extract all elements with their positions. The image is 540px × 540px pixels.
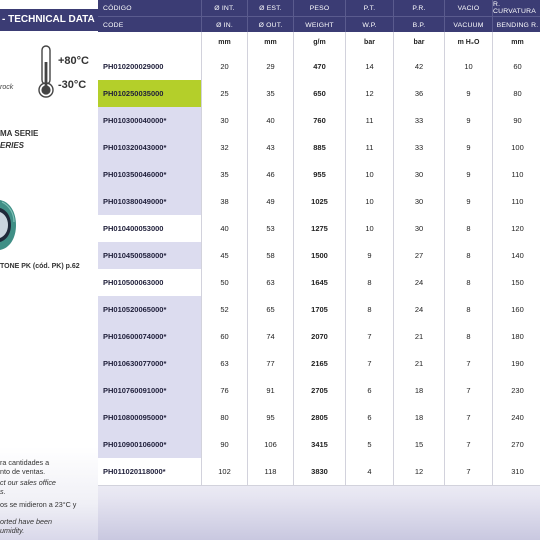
table-cell: 77 — [248, 350, 294, 377]
table-cell: 1645 — [294, 269, 346, 296]
table-cell: 2165 — [294, 350, 346, 377]
table-cell: 14 — [346, 53, 394, 80]
table-cell: 24 — [394, 269, 445, 296]
table-row — [98, 404, 540, 432]
table-cell: 7 — [445, 458, 493, 485]
column-header: Ø OUT. — [248, 17, 294, 33]
table-cell: 18 — [394, 377, 445, 404]
table-cell: 60 — [493, 53, 540, 80]
table-cell: 9 — [445, 80, 493, 107]
table-cell: 7 — [445, 431, 493, 458]
product-code: PH010760091000* — [98, 377, 202, 404]
table-cell: 33 — [394, 134, 445, 161]
column-header: WEIGHT — [294, 17, 346, 33]
table-cell: 9 — [346, 242, 394, 269]
table-cell: 100 — [493, 134, 540, 161]
product-code: PH010300040000* — [98, 107, 202, 134]
table-cell: 20 — [202, 53, 248, 80]
table-row — [98, 242, 540, 270]
note-line: orted have been — [0, 517, 52, 526]
table-cell: 10 — [346, 161, 394, 188]
table-cell: 1500 — [294, 242, 346, 269]
product-code: PH010380049000* — [98, 188, 202, 215]
table-cell: 74 — [248, 323, 294, 350]
table-cell: 76 — [202, 377, 248, 404]
column-header: Ø IN. — [202, 17, 248, 33]
product-code: PH010450058000* — [98, 242, 202, 269]
table-cell: 10 — [346, 188, 394, 215]
table-cell: 30 — [394, 188, 445, 215]
product-code: PH010520065000* — [98, 296, 202, 323]
table-cell: 43 — [248, 134, 294, 161]
product-code: PH011020118000* — [98, 458, 202, 485]
product-code: PH010250035000 — [98, 80, 202, 107]
table-cell: 8 — [346, 269, 394, 296]
product-code: PH010500063000 — [98, 269, 202, 296]
table-row — [98, 107, 540, 135]
table-cell: 63 — [248, 269, 294, 296]
table-cell: 80 — [202, 404, 248, 431]
table-cell: 30 — [394, 215, 445, 242]
table-cell: 8 — [445, 269, 493, 296]
table-cell: 8 — [346, 296, 394, 323]
table-cell: 52 — [202, 296, 248, 323]
table-cell: 3415 — [294, 431, 346, 458]
table-cell: 310 — [493, 458, 540, 485]
table-cell: 7 — [346, 323, 394, 350]
table-cell: 190 — [493, 350, 540, 377]
unit-cell: bar — [394, 32, 445, 53]
table-cell: 2070 — [294, 323, 346, 350]
product-code: PH010800095000* — [98, 404, 202, 431]
table-cell: 106 — [248, 431, 294, 458]
table-cell: 91 — [248, 377, 294, 404]
table-cell: 90 — [493, 107, 540, 134]
table-cell: 60 — [202, 323, 248, 350]
table-cell: 10 — [445, 53, 493, 80]
note-line: os se midieron a 23°C y — [0, 500, 77, 509]
table-cell: 6 — [346, 404, 394, 431]
table-cell: 29 — [248, 53, 294, 80]
table-cell: 7 — [445, 377, 493, 404]
column-header: CÓDIGO — [98, 0, 202, 16]
column-header: R. CURVATURA — [493, 0, 540, 16]
column-header: CODE — [98, 17, 202, 33]
table-row — [98, 161, 540, 189]
table-cell: 40 — [248, 107, 294, 134]
table-cell: 40 — [202, 215, 248, 242]
table-cell: 27 — [394, 242, 445, 269]
table-cell: 58 — [248, 242, 294, 269]
table-header-es — [98, 0, 540, 16]
table-cell: 8 — [445, 296, 493, 323]
table-row — [98, 53, 540, 81]
table-cell: 1705 — [294, 296, 346, 323]
column-header: P.R. — [394, 0, 445, 16]
product-code: PH010900106000* — [98, 431, 202, 458]
table-cell: 36 — [394, 80, 445, 107]
table-cell: 32 — [202, 134, 248, 161]
table-cell: 24 — [394, 296, 445, 323]
table-row — [98, 80, 540, 108]
column-header: Ø EST. — [248, 0, 294, 16]
table-cell: 7 — [346, 350, 394, 377]
table-cell: 18 — [394, 404, 445, 431]
table-cell: 12 — [346, 80, 394, 107]
table-cell: 955 — [294, 161, 346, 188]
table-cell: 120 — [493, 215, 540, 242]
table-cell: 7 — [445, 350, 493, 377]
table-cell: 110 — [493, 188, 540, 215]
table-header-en — [98, 16, 540, 33]
note-line: ct our sales office — [0, 478, 56, 487]
column-header: B.P. — [394, 17, 445, 33]
serie-title-es: MA SERIE — [0, 129, 39, 138]
unit-cell: m H₂O — [445, 32, 493, 53]
table-cell: 118 — [248, 458, 294, 485]
table-cell: 15 — [394, 431, 445, 458]
table-cell: 760 — [294, 107, 346, 134]
column-header: PESO — [294, 0, 346, 16]
product-code: PH010350046000* — [98, 161, 202, 188]
table-cell: 110 — [493, 161, 540, 188]
product-code: PH010630077000* — [98, 350, 202, 377]
table-cell: 8 — [445, 242, 493, 269]
table-row — [98, 350, 540, 378]
table-cell: 11 — [346, 107, 394, 134]
table-cell: 45 — [202, 242, 248, 269]
table-cell: 2805 — [294, 404, 346, 431]
note-line: umidity. — [0, 526, 25, 535]
serie-title-en: ERIES — [0, 141, 25, 150]
table-cell: 885 — [294, 134, 346, 161]
thermometer-icon — [36, 44, 56, 100]
table-cell: 35 — [202, 161, 248, 188]
table-cell: 1025 — [294, 188, 346, 215]
table-cell: 6 — [346, 377, 394, 404]
technical-data-table — [98, 0, 540, 540]
rock-text: rock — [0, 84, 14, 91]
table-cell: 1275 — [294, 215, 346, 242]
table-cell: 9 — [445, 134, 493, 161]
table-cell: 5 — [346, 431, 394, 458]
table-row — [98, 431, 540, 459]
product-code: PH010600074000* — [98, 323, 202, 350]
table-cell: 50 — [202, 269, 248, 296]
table-cell: 102 — [202, 458, 248, 485]
table-cell: 10 — [346, 215, 394, 242]
table-cell: 35 — [248, 80, 294, 107]
unit-cell: g/m — [294, 32, 346, 53]
table-cell: 7 — [445, 404, 493, 431]
note-line: nto de ventas. — [0, 467, 46, 476]
table-cell: 9 — [445, 188, 493, 215]
technical-data-header: - TECHNICAL DATA — [0, 9, 98, 31]
table-cell: 12 — [394, 458, 445, 485]
table-cell: 21 — [394, 323, 445, 350]
column-header: BENDING R. — [493, 17, 540, 33]
unit-cell: mm — [493, 32, 540, 53]
max-temperature: +80°C — [58, 55, 90, 67]
unit-cell: mm — [248, 32, 294, 53]
table-row — [98, 134, 540, 162]
table-cell: 30 — [394, 161, 445, 188]
table-cell: 160 — [493, 296, 540, 323]
table-cell: 650 — [294, 80, 346, 107]
table-cell: 180 — [493, 323, 540, 350]
column-header: P.T. — [346, 0, 394, 16]
hose-image — [0, 196, 18, 254]
column-header: VACIO — [445, 0, 493, 16]
table-cell: 46 — [248, 161, 294, 188]
table-cell: 240 — [493, 404, 540, 431]
table-cell: 25 — [202, 80, 248, 107]
table-cell: 49 — [248, 188, 294, 215]
table-cell: 30 — [202, 107, 248, 134]
table-cell: 8 — [445, 323, 493, 350]
column-header: W.P. — [346, 17, 394, 33]
table-row — [98, 215, 540, 243]
table-cell: 4 — [346, 458, 394, 485]
table-cell: 53 — [248, 215, 294, 242]
table-cell: 270 — [493, 431, 540, 458]
table-cell: 11 — [346, 134, 394, 161]
note-line: ra cantidades a — [0, 458, 50, 467]
table-cell: 42 — [394, 53, 445, 80]
table-cell: 150 — [493, 269, 540, 296]
table-cell: 65 — [248, 296, 294, 323]
table-cell: 3830 — [294, 458, 346, 485]
table-cell: 140 — [493, 242, 540, 269]
table-cell: 80 — [493, 80, 540, 107]
table-cell: 63 — [202, 350, 248, 377]
table-cell: 90 — [202, 431, 248, 458]
left-panel — [0, 0, 98, 540]
table-cell: 470 — [294, 53, 346, 80]
table-row — [98, 458, 540, 486]
table-row — [98, 296, 540, 324]
table-cell: 9 — [445, 161, 493, 188]
table-cell: 9 — [445, 107, 493, 134]
column-header: VACUUM — [445, 17, 493, 33]
table-cell: 8 — [445, 215, 493, 242]
product-code: PH010320043000* — [98, 134, 202, 161]
product-code: PH010400053000 — [98, 215, 202, 242]
note-line: s. — [0, 487, 6, 496]
table-row — [98, 188, 540, 216]
unit-cell: bar — [346, 32, 394, 53]
table-row — [98, 269, 540, 297]
column-header: Ø INT. — [202, 0, 248, 16]
table-row — [98, 377, 540, 405]
table-cell: 38 — [202, 188, 248, 215]
table-cell: 230 — [493, 377, 540, 404]
unit-cell: mm — [202, 32, 248, 53]
table-row — [98, 323, 540, 351]
table-units-row — [98, 32, 540, 54]
product-code: PH010200029000 — [98, 53, 202, 80]
min-temperature: -30°C — [58, 79, 87, 91]
table-cell: 95 — [248, 404, 294, 431]
table-cell: 33 — [394, 107, 445, 134]
pk-reference: TONE PK (cód. PK) p.62 — [0, 263, 80, 270]
unit-cell — [98, 32, 202, 53]
table-cell: 2705 — [294, 377, 346, 404]
table-cell: 21 — [394, 350, 445, 377]
